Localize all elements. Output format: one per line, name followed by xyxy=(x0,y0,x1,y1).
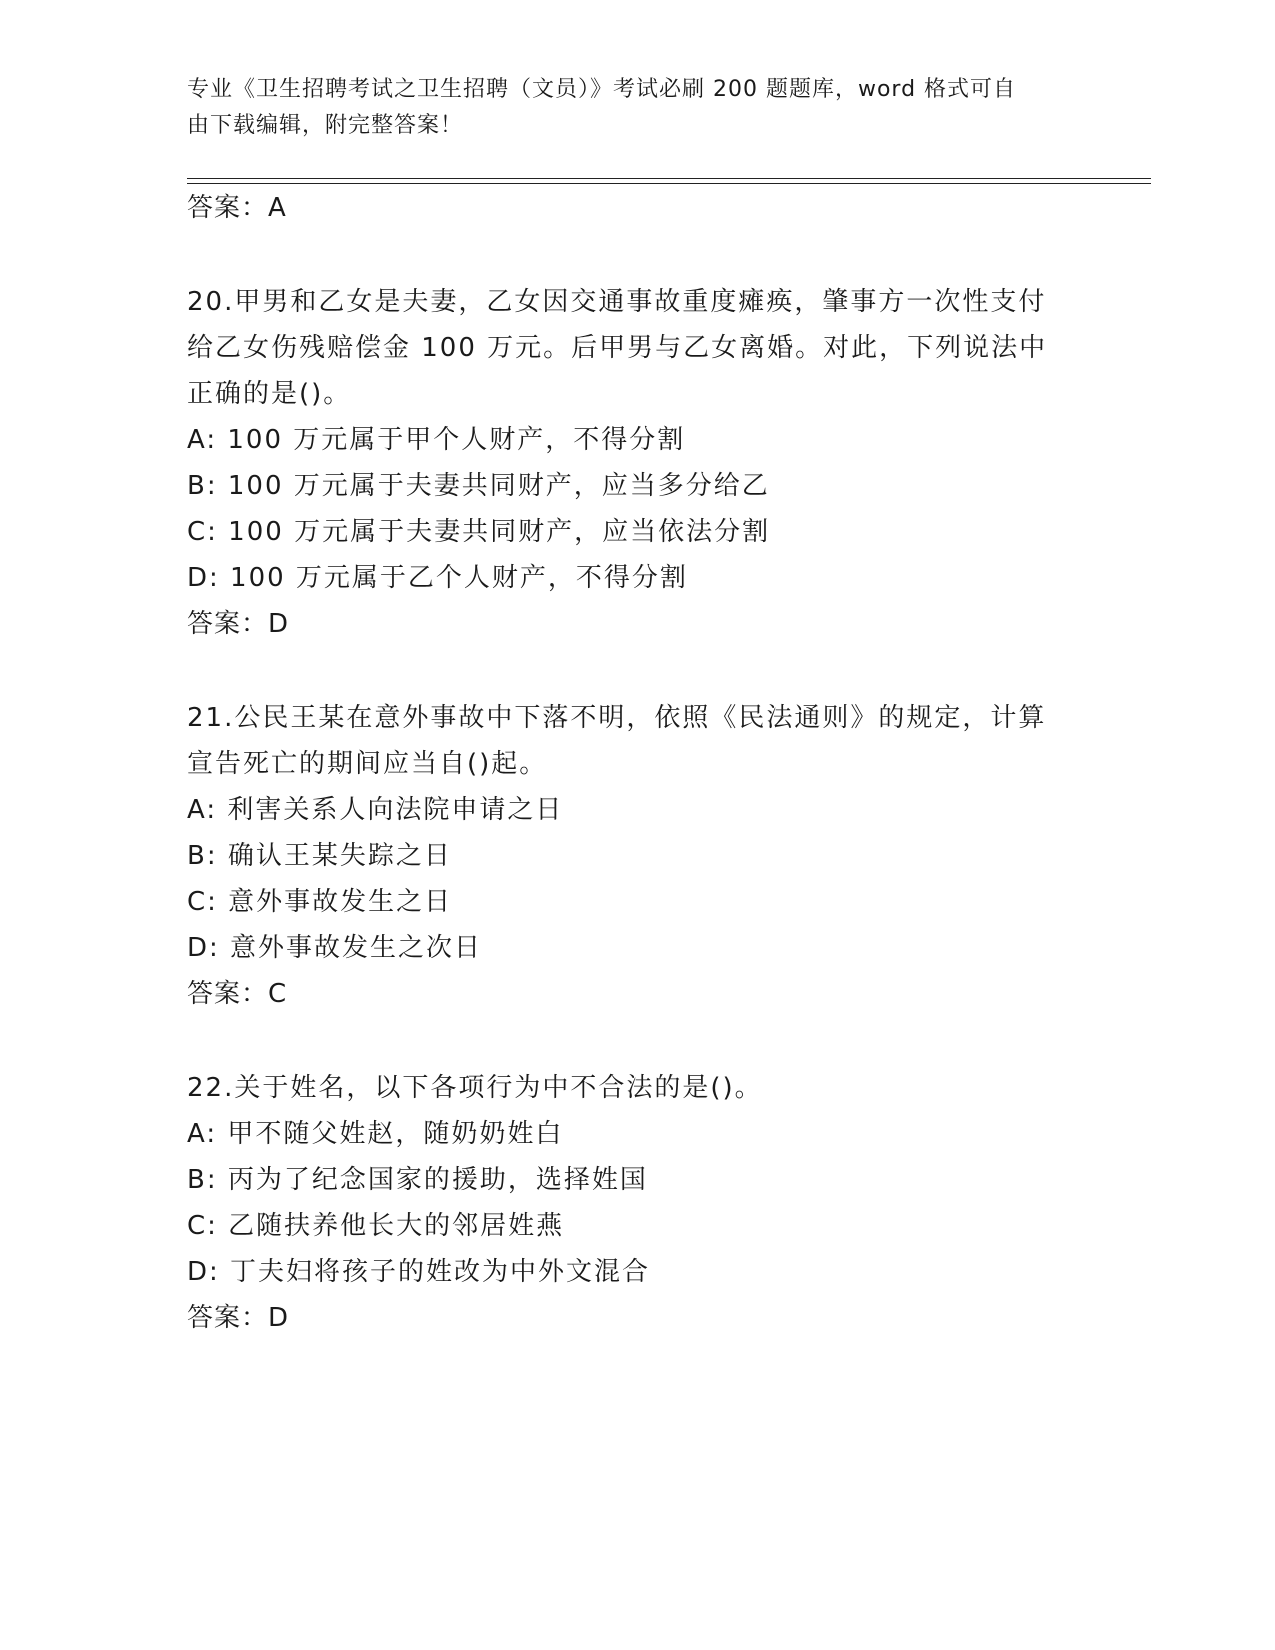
answer: 答案：C xyxy=(187,979,288,1009)
header-line-2: 由下载编辑，附完整答案！ xyxy=(187,113,464,138)
option-d: D: 意外事故发生之次日 xyxy=(187,933,483,963)
option-b: B: 100 万元属于夫妻共同财产，应当多分给乙 xyxy=(187,471,770,501)
question-21 xyxy=(187,695,1087,1017)
question-22 xyxy=(187,1065,1087,1341)
header-line-1: 专业《卫生招聘考试之卫生招聘（文员）》考试必刷 200 题题库，word 格式可自 xyxy=(187,77,1017,102)
document-body xyxy=(187,185,1087,1341)
question-stem-line: 22.关于姓名，以下各项行为中不合法的是()。 xyxy=(187,1073,763,1103)
answer: 答案：D xyxy=(187,609,290,639)
question-stem-line: 正确的是()。 xyxy=(187,379,352,409)
previous-answer: 答案：A xyxy=(187,193,287,223)
header-divider-bottom xyxy=(187,183,1151,184)
option-c: C: 意外事故发生之日 xyxy=(187,887,453,917)
option-b: B: 丙为了纪念国家的援助，选择姓国 xyxy=(187,1165,648,1195)
option-a: A: 甲不随父姓赵，随奶奶姓白 xyxy=(187,1119,564,1149)
question-stem-line: 21.公民王某在意外事故中下落不明，依照《民法通则》的规定，计算 xyxy=(187,703,1047,733)
question-stem-line: 20.甲男和乙女是夫妻，乙女因交通事故重度瘫痪，肇事方一次性支付 xyxy=(187,287,1047,317)
question-20 xyxy=(187,279,1087,647)
header-divider-top xyxy=(187,178,1151,179)
answer: 答案：D xyxy=(187,1303,290,1333)
option-c: C: 100 万元属于夫妻共同财产，应当依法分割 xyxy=(187,517,771,547)
question-stem-line: 给乙女伤残赔偿金 100 万元。后甲男与乙女离婚。对此，下列说法中 xyxy=(187,333,1048,363)
option-a: A: 利害关系人向法院申请之日 xyxy=(187,795,564,825)
question-stem-line: 宣告死亡的期间应当自()起。 xyxy=(187,749,548,779)
option-d: D: 100 万元属于乙个人财产，不得分割 xyxy=(187,563,688,593)
document-header xyxy=(187,72,1067,144)
option-c: C: 乙随扶养他长大的邻居姓燕 xyxy=(187,1211,565,1241)
option-b: B: 确认王某失踪之日 xyxy=(187,841,452,871)
option-d: D: 丁夫妇将孩子的姓改为中外文混合 xyxy=(187,1257,651,1287)
option-a: A: 100 万元属于甲个人财产，不得分割 xyxy=(187,425,686,455)
